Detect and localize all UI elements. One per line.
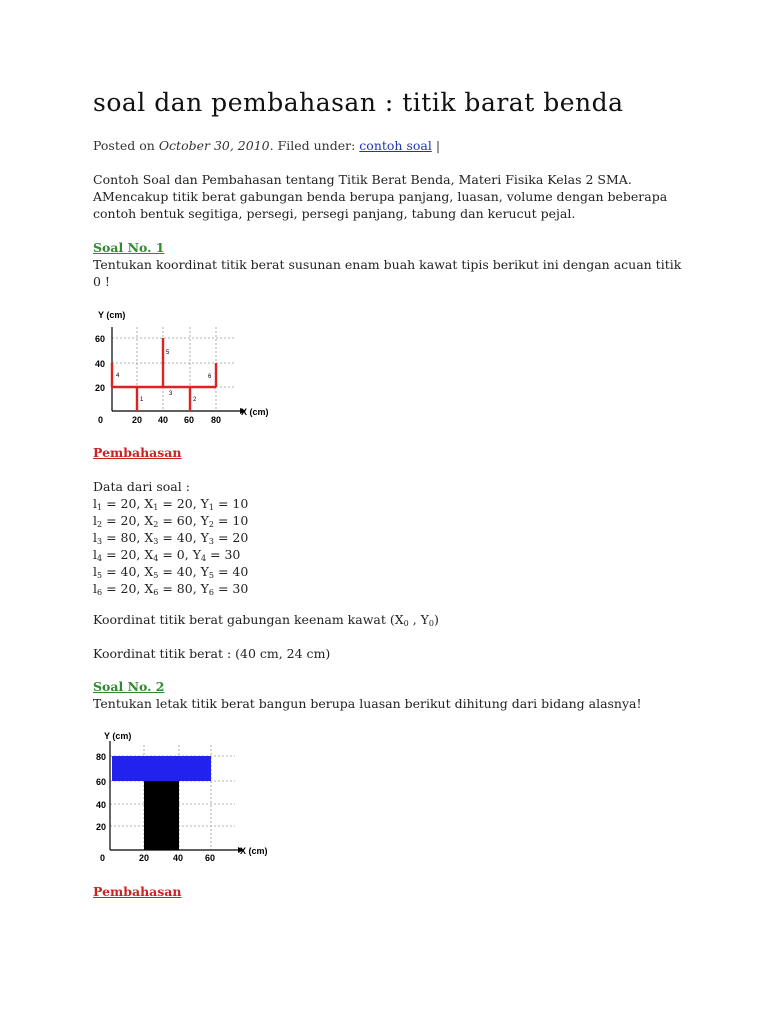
wires	[112, 338, 216, 411]
result-line	[93, 645, 683, 662]
x-tick-label: 20	[132, 415, 143, 425]
gabungan-mid: , Y	[408, 612, 429, 627]
data-value: l	[93, 547, 97, 562]
data-index: 3	[208, 537, 214, 546]
data-row: $l_3 = 80$, $X_3 = 40$, $Y_3 = 20$	[93, 530, 249, 546]
data-index: 1	[97, 503, 103, 512]
x-tick-label: 60	[205, 853, 216, 863]
data-index: 1	[208, 503, 214, 512]
data-index: 5	[153, 571, 159, 580]
y-tick-label: 40	[95, 359, 106, 369]
soal-1-section	[93, 239, 683, 290]
t-top-rect	[112, 756, 211, 781]
data-value: 20	[120, 547, 137, 562]
data-index: 2	[97, 520, 103, 529]
gabungan-sub-x: 0	[403, 619, 409, 628]
x-axis-label: X (cm)	[241, 407, 269, 417]
y-tick-label: 80	[96, 752, 107, 762]
data-value: 40	[176, 530, 193, 545]
data-list	[93, 478, 683, 597]
wire-label-6: 6	[208, 374, 212, 380]
gabungan-text: Koordinat titik berat gabungan keenam kawat (X	[93, 612, 404, 627]
post-date: October 30, 2010	[158, 138, 270, 153]
x-tick-label: 80	[211, 415, 222, 425]
y-tick-label: 60	[95, 334, 106, 344]
x-tick-label: 40	[173, 853, 184, 863]
t-stem-rect	[144, 781, 179, 850]
gabungan-line	[93, 611, 683, 628]
data-index: 4	[200, 554, 207, 563]
soal-2-text: Tentukan letak titik berat bangun berupa luasan berikut dihitung dari bidang alasnya!	[93, 696, 642, 711]
soal-2-figure	[90, 727, 290, 867]
data-index: 1	[153, 503, 159, 512]
data-value: 40	[120, 564, 137, 579]
data-title: Data dari soal :	[93, 479, 190, 494]
posted-on-label: Posted on	[93, 138, 155, 153]
intro-line: contoh bentuk segitiga, persegi, persegi panjang, tabung dan kerucut pejal.	[93, 206, 576, 221]
data-row: $l_6 = 20$, $X_6 = 80$, $Y_6 = 30$	[93, 581, 249, 597]
data-value: 30	[224, 547, 241, 562]
intro-line: Contoh Soal dan Pembahasan tentang Titik Berat Benda, Materi Fisika Kelas 2 SMA.	[93, 172, 632, 187]
data-value: l	[93, 581, 97, 596]
soal-2-heading: Soal No. 2	[93, 679, 165, 694]
data-value: 40	[232, 564, 249, 579]
pembahasan-2-heading: Pembahasan	[93, 884, 182, 899]
data-row: $l_2 = 20$, $X_2 = 60$, $Y_2 = 10$	[93, 513, 249, 529]
data-value: 20	[120, 496, 137, 511]
y-tick-label: 0	[98, 415, 104, 425]
soal-2-section	[93, 678, 683, 712]
data-row: $l_4 = 20$, $X_4 = 0$, $Y_4 = 30$	[93, 547, 241, 563]
wire-label-1: 1	[140, 397, 144, 403]
data-row: $l_1 = 20$, $X_1 = 20$, $Y_1 = 10$	[93, 496, 249, 512]
data-value: 10	[232, 513, 249, 528]
intro-paragraph	[93, 171, 683, 222]
data-value: 80	[120, 530, 137, 545]
filed-under-label: . Filed under:	[269, 138, 356, 153]
result-text: Koordinat titik berat : (40 cm, 24 cm)	[93, 646, 331, 661]
data-value: l	[93, 513, 97, 528]
data-index: 4	[97, 554, 103, 563]
data-index: 2	[208, 520, 214, 529]
x-axis-label: X (cm)	[240, 846, 268, 856]
data-value: l	[93, 496, 97, 511]
y-tick-label: 0	[100, 853, 106, 863]
soal-1-heading: Soal No. 1	[93, 240, 165, 255]
data-index: 3	[153, 537, 159, 546]
data-value: 60	[176, 513, 193, 528]
data-value: l	[93, 564, 97, 579]
data-value: 20	[120, 581, 137, 596]
data-index: 4	[153, 554, 159, 563]
x-tick-label: 20	[139, 853, 150, 863]
y-axis-label: Y (cm)	[98, 310, 126, 320]
pembahasan-2-section	[93, 883, 683, 900]
wire-label-3: 3	[169, 391, 173, 397]
category-link[interactable]: contoh soal	[359, 138, 432, 153]
pembahasan-1-section	[93, 444, 683, 461]
data-index: 5	[208, 571, 214, 580]
intro-line: AMencakup titik berat gabungan benda berupa panjang, luasan, volume dengan beberapa	[93, 189, 668, 204]
data-value: 0	[176, 547, 185, 562]
y-axis-label: Y (cm)	[104, 731, 132, 741]
y-tick-label: 40	[96, 800, 107, 810]
data-value: 20	[232, 530, 249, 545]
wire-label-5: 5	[166, 350, 170, 356]
pembahasan-1-heading: Pembahasan	[93, 445, 182, 460]
data-value: 80	[176, 581, 193, 596]
gabungan-sub-y: 0	[428, 619, 435, 628]
data-value: 20	[120, 513, 137, 528]
soal-1-figure	[90, 305, 290, 430]
data-value: 10	[232, 496, 249, 511]
data-index: 2	[153, 520, 159, 529]
post-title: soal dan pembahasan : titik barat benda	[93, 88, 624, 117]
meta-separator: |	[435, 138, 441, 153]
y-tick-label: 20	[96, 822, 107, 832]
gabungan-end: )	[434, 612, 439, 627]
y-tick-label: 20	[95, 383, 106, 393]
data-value: 30	[232, 581, 249, 596]
wire-label-2: 2	[193, 397, 197, 403]
data-index: 6	[97, 588, 103, 597]
data-index: 5	[97, 571, 103, 580]
data-index: 6	[208, 588, 214, 597]
data-index: 3	[97, 537, 103, 546]
data-value: l	[93, 530, 97, 545]
y-tick-label: 60	[96, 777, 107, 787]
data-rows	[93, 495, 683, 597]
data-index: 6	[153, 588, 159, 597]
wire-label-4: 4	[116, 373, 120, 379]
soal-1-text-line: 0 !	[93, 274, 110, 289]
data-value: 40	[176, 564, 193, 579]
post-meta	[93, 138, 440, 153]
data-value: 20	[176, 496, 193, 511]
x-tick-label: 60	[184, 415, 195, 425]
soal-1-text-line: Tentukan koordinat titik berat susunan enam buah kawat tipis berikut ini dengan acuan titik	[93, 257, 682, 272]
data-row: $l_5 = 40$, $X_5 = 40$, $Y_5 = 40$	[93, 564, 249, 580]
x-tick-label: 40	[158, 415, 169, 425]
